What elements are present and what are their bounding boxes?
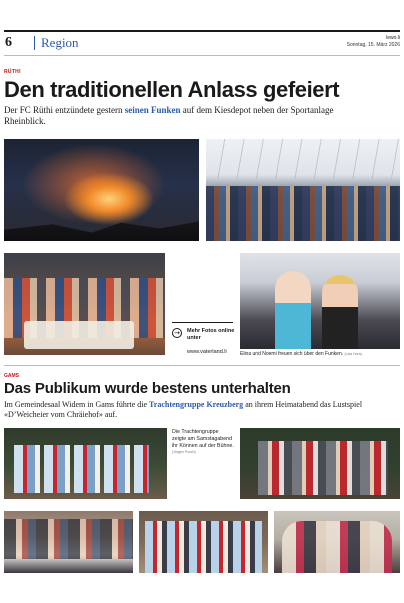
article1-headline: Den traditionellen Anlass gefeiert <box>4 77 340 102</box>
caption-stage-text: Die Trachtengruppe zeigte am Samstagabend ihr Können auf der Bühne. <box>172 429 234 449</box>
photo-women-people <box>282 521 392 573</box>
issue-date: Sonntag, 15. März 2026 <box>346 42 400 48</box>
photo-bonfire <box>4 139 199 241</box>
article1-lead-text-end: auf dem Kiesdepot neben der Sportanlage Rheinblick. <box>4 105 334 126</box>
caption-girls <box>240 351 400 357</box>
article1-lead <box>4 105 344 127</box>
article2-headline: Das Publikum wurde bestens unterhalten <box>4 380 291 397</box>
article2-kicker: GAMS <box>4 373 19 379</box>
article-divider <box>4 365 400 366</box>
article1-lead-text: Der FC Rüthi entzündete gestern <box>4 105 125 115</box>
photo-folk-dance <box>139 511 268 573</box>
photo-girl-right <box>322 275 358 349</box>
article2-lead-text-end: an ihrem Heimatabend das Lustspiel «D’Weicheier vom Chräiehof» auf. <box>4 400 363 419</box>
caption-girls-credit: (Lisa Hora) <box>344 352 362 356</box>
more-photos-title: Mehr Fotos online unter <box>187 328 235 341</box>
photo-girl-left <box>275 271 311 349</box>
photo-singers-people <box>258 441 388 495</box>
article1-kicker: RÜTHI <box>4 69 21 75</box>
photo-tent-roof <box>206 139 400 179</box>
section-title: Region <box>41 35 79 50</box>
arrow-right-circle-icon: → <box>172 328 182 338</box>
header-divider <box>4 55 400 56</box>
photo-audience-people <box>4 519 133 559</box>
photo-stage-dancers <box>4 428 167 499</box>
header-separator <box>34 36 35 50</box>
photo-tent-crowd <box>206 139 400 241</box>
article2-lead-link[interactable]: Trachtengruppe Kreuzberg <box>149 400 244 409</box>
photo-audience <box>4 511 133 573</box>
article2-lead-text: Im Gemeindesaal Widem in Gams führte die <box>4 400 150 409</box>
article1-lead-link[interactable]: seinen Funken <box>124 105 181 115</box>
top-rule <box>4 30 400 32</box>
more-photos-link[interactable]: www.vaterland.li <box>187 349 227 355</box>
article2-lead <box>4 400 384 420</box>
site-name: lewo.li <box>386 35 400 41</box>
caption-girls-text: Elina und Noemi freuen sich über den Funken. <box>240 351 344 357</box>
photo-tent-people <box>206 186 400 241</box>
photo-singers <box>240 428 400 499</box>
photo-bonfire-ground <box>4 213 199 241</box>
photo-two-girls <box>240 253 400 349</box>
photo-stage-people <box>14 445 149 493</box>
caption-stage-credit: (Jürgen Posch) <box>172 450 196 455</box>
photo-folk-dance-people <box>145 521 262 573</box>
photo-women-smiling <box>274 511 400 573</box>
photo-table-surface <box>24 321 134 349</box>
more-photos-rule <box>172 322 233 323</box>
photo-table-guests <box>4 253 165 355</box>
page-number: 6 <box>5 35 12 50</box>
caption-stage <box>172 429 234 456</box>
